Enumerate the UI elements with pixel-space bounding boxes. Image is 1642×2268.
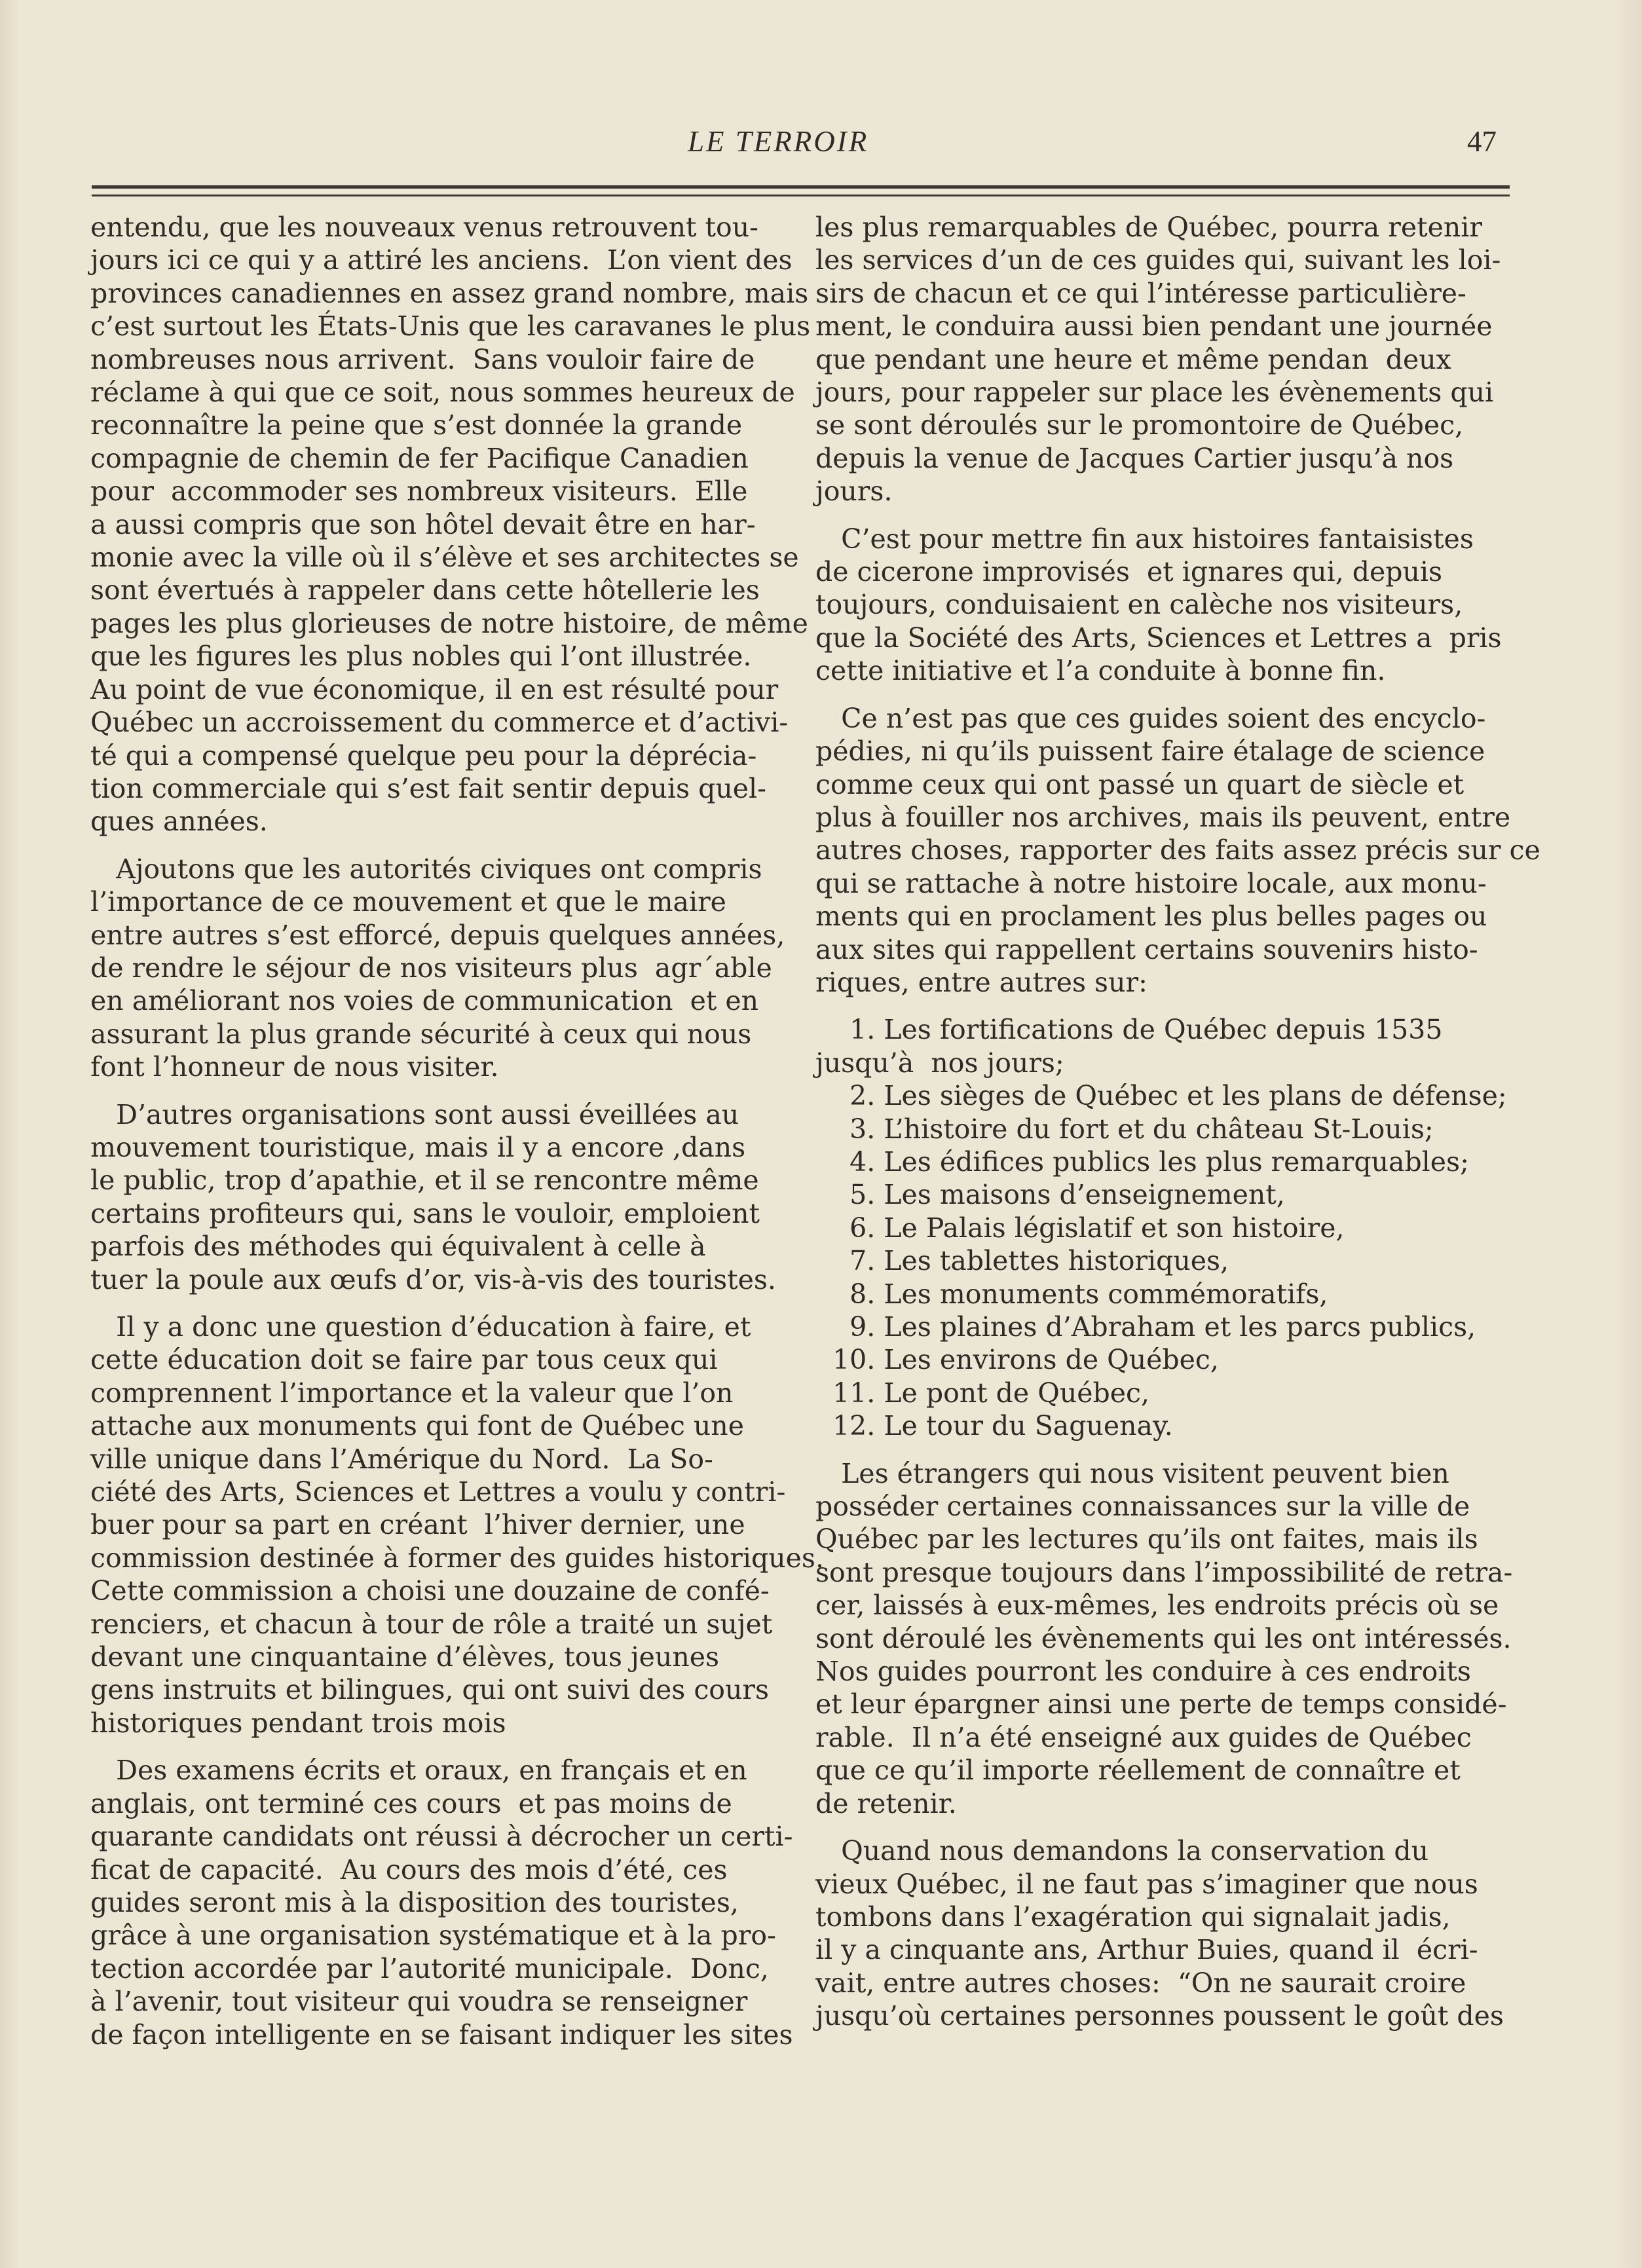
text-line: jours, pour rappeler sur place les évènements qui — [815, 377, 1494, 409]
text-line: que ce qu’il importe réellement de connaître et — [815, 1755, 1461, 1787]
text-line: se sont déroulés sur le promontoire de Québec, — [815, 409, 1464, 441]
list-item: 11. Le pont de Québec, — [815, 1377, 1149, 1409]
list-item: 3. L’histoire du fort et du château St-Louis; — [815, 1113, 1434, 1145]
text-line: Des examens écrits et oraux, en français et en — [90, 1755, 747, 1787]
text-line: les services d’un de ces guides qui, suivant les loi- — [815, 244, 1501, 276]
text-line: renciers, et chacun à tour de rôle a traité un sujet — [90, 1608, 773, 1640]
list-item: 5. Les maisons d’enseignement, — [815, 1179, 1285, 1211]
text-line: font l’honneur de nous visiter. — [90, 1051, 499, 1083]
list-item: 1. Les fortifications de Québec depuis 1535 — [815, 1014, 1443, 1046]
list-item: 8. Les monuments commémoratifs, — [815, 1278, 1328, 1310]
text-line: à l’avenir, tout visiteur qui voudra se renseigner — [90, 1986, 748, 2018]
header-rule-thin — [92, 195, 1510, 196]
text-line: entendu, que les nouveaux venus retrouvent tou- — [90, 212, 758, 243]
text-line: cer, laissés à eux-mêmes, les endroits précis où se — [815, 1589, 1499, 1622]
list-item: 9. Les plaines d’Abraham et les parcs publics, — [815, 1311, 1476, 1343]
text-line: buer pour sa part en créant l’hiver dernier, une — [90, 1509, 745, 1541]
text-line: que la Société des Arts, Sciences et Lettres a pris — [815, 622, 1502, 654]
text-line: pour accommoder ses nombreux visiteurs. Elle — [90, 475, 748, 508]
text-line: pages les plus glorieuses de notre histoire, de même — [90, 607, 808, 639]
text-line: l’importance de ce mouvement et que le maire — [90, 886, 726, 918]
text-line: ville unique dans l’Amérique du Nord. La So- — [90, 1443, 713, 1475]
text-line: té qui a compensé quelque peu pour la déprécia- — [90, 739, 757, 771]
text-line: quarante candidats ont réussi à décrocher un certi- — [90, 1821, 793, 1853]
text-line: grâce à une organisation systématique et à la pro- — [90, 1920, 776, 1952]
text-line: tection accordée par l’autorité municipale. Donc, — [90, 1952, 769, 1984]
text-line: mouvement touristique, mais il y a encore ,dans — [90, 1131, 746, 1163]
text-line: monie avec la ville où il s’élève et ses architectes se — [90, 542, 799, 574]
text-line: de retenir. — [815, 1787, 957, 1819]
text-line: aux sites qui rappellent certains souvenirs histo- — [815, 933, 1478, 965]
text-line: pédies, ni qu’ils puissent faire étalage de science — [815, 735, 1485, 768]
text-line: les plus remarquables de Québec, pourra retenir — [815, 212, 1482, 243]
text-line: Au point de vue économique, il en est résulté pour — [90, 673, 779, 705]
text-line: Quand nous demandons la conservation du — [815, 1835, 1428, 1867]
text-line: vait, entre autres choses: “On ne saurait croire — [815, 1967, 1466, 1999]
list-item: 7. Les tablettes historiques, — [815, 1245, 1229, 1277]
text-line: ciété des Arts, Sciences et Lettres a voulu y contri- — [90, 1476, 786, 1508]
list-item: 12. Le tour du Saguenay. — [815, 1410, 1173, 1442]
text-line: sont déroulé les évènements qui les ont intéressés. — [815, 1622, 1512, 1654]
text-line: vieux Québec, il ne faut pas s’imaginer que nous — [815, 1868, 1478, 1900]
text-line: jours. — [815, 475, 893, 508]
text-line: plus à fouiller nos archives, mais ils peuvent, entre — [815, 801, 1511, 833]
text-line: autres choses, rapporter des faits assez précis sur ce — [815, 834, 1540, 866]
list-item: 4. Les édifices publics les plus remarquables; — [815, 1145, 1469, 1178]
right-column — [815, 211, 1540, 2033]
page-header — [92, 124, 1510, 177]
text-line: il y a cinquante ans, Arthur Buies, quand il écri- — [815, 1934, 1478, 1966]
header-rule-thick — [92, 185, 1510, 189]
text-line: commission destinée à former des guides historiques. — [90, 1542, 824, 1574]
text-line: cette éducation doit se faire par tous ceux qui — [90, 1344, 718, 1376]
text-line: Ce n’est pas que ces guides soient des encyclo- — [815, 702, 1486, 734]
text-line: parfois des méthodes qui équivalent à celle à — [90, 1231, 706, 1263]
text-line: D’autres organisations sont aussi éveillées au — [90, 1098, 739, 1130]
left-column — [90, 211, 824, 2051]
text-line: ques années. — [90, 806, 268, 838]
text-line: tion commerciale qui s’est fait sentir depuis quel- — [90, 772, 766, 804]
text-line: a aussi compris que son hôtel devait être en har- — [90, 508, 756, 540]
text-line: que pendant une heure et même pendan deux — [815, 343, 1451, 375]
text-line: sont évertués à rappeler dans cette hôtellerie les — [90, 574, 760, 606]
text-line: C’est pour mettre fin aux histoires fantaisistes — [815, 523, 1474, 555]
text-line: toujours, conduisaient en calèche nos visiteurs, — [815, 589, 1463, 621]
text-line: Les étrangers qui nous visitent peuvent bien — [815, 1457, 1449, 1489]
text-line: posséder certaines connaissances sur la ville de — [815, 1491, 1470, 1523]
text-line: depuis la venue de Jacques Cartier jusqu’à nos — [815, 442, 1454, 474]
text-line: ficat de capacité. Au cours des mois d’été, ces — [90, 1853, 728, 1886]
text-line: gens instruits et bilingues, qui ont suivi des cours — [90, 1674, 770, 1706]
text-line: comme ceux qui ont passé un quart de siècle et — [815, 768, 1465, 800]
text-line: Nos guides pourront les conduire à ces endroits — [815, 1656, 1471, 1688]
text-line: réclame à qui que ce soit, nous sommes heureux de — [90, 377, 795, 409]
text-line: compagnie de chemin de fer Pacifique Canadien — [90, 442, 749, 474]
text-line: ment, le conduira aussi bien pendant une journée — [815, 310, 1493, 343]
text-line: historiques pendant trois mois — [90, 1707, 506, 1739]
text-line: et leur épargner ainsi une perte de temps considé- — [815, 1688, 1507, 1720]
text-line: Québec un accroissement du commerce et d’activi- — [90, 707, 789, 739]
text-line: sirs de chacun et ce qui l’intéresse particulière- — [815, 277, 1466, 309]
text-line: que les figures les plus nobles qui l’ont illustrée. — [90, 641, 752, 673]
text-line: Cette commission a choisi une douzaine de confé- — [90, 1575, 770, 1607]
text-line: cette initiative et l’a conduite à bonne fin. — [815, 655, 1386, 687]
running-title: LE TERROIR — [688, 125, 869, 158]
text-line: le public, trop d’apathie, et il se rencontre même — [90, 1164, 759, 1197]
text-line: tombons dans l’exagération qui signalait jadis, — [815, 1901, 1451, 1933]
text-line: c’est surtout les États-Unis que les caravanes le plus — [90, 310, 811, 343]
text-line: reconnaître la peine que s’est donnée la grande — [90, 409, 743, 441]
list-item: 6. Le Palais législatif et son histoire, — [815, 1212, 1345, 1244]
text-line: ments qui en proclament les plus belles pages ou — [815, 901, 1487, 933]
text-line: assurant la plus grande sécurité à ceux qui nous — [90, 1018, 752, 1050]
text-line: de façon intelligente en se faisant indiquer les sites — [90, 2018, 793, 2051]
text-line: nombreuses nous arrivent. Sans vouloir faire de — [90, 343, 755, 375]
list-item: jusqu’à nos jours; — [815, 1047, 1064, 1079]
text-line: provinces canadiennes en assez grand nombre, mais — [90, 277, 809, 309]
text-line: de cicerone improvisés et ignares qui, depuis — [815, 556, 1443, 588]
text-line: riques, entre autres sur: — [815, 966, 1148, 998]
text-line: de rendre le séjour de nos visiteurs plus agr´able — [90, 952, 772, 984]
text-line: guides seront mis à la disposition des touristes, — [90, 1886, 739, 1918]
text-line: qui se rattache à notre histoire locale, aux monu- — [815, 867, 1487, 899]
text-line: Ajoutons que les autorités civiques ont compris — [90, 853, 762, 885]
text-line: anglais, ont terminé ces cours et pas moins de — [90, 1787, 732, 1819]
text-line: jusqu’où certaines personnes poussent le goût des — [815, 2000, 1504, 2032]
text-line: rable. Il n’a été enseigné aux guides de Québec — [815, 1721, 1472, 1753]
text-line: Il y a donc une question d’éducation à faire, et — [90, 1311, 751, 1343]
text-line: jours ici ce qui y a attiré les anciens. L’on vient des — [90, 244, 793, 276]
text-line: comprennent l’importance et la valeur que l’on — [90, 1377, 734, 1409]
text-line: en améliorant nos voies de communication et en — [90, 985, 759, 1017]
page-number: 47 — [1467, 125, 1497, 158]
list-item: 2. Les sièges de Québec et les plans de défense; — [815, 1080, 1507, 1112]
text-line: attache aux monuments qui font de Québec une — [90, 1410, 744, 1442]
text-line: Québec par les lectures qu’ils ont faites, mais ils — [815, 1523, 1478, 1555]
text-line: sont presque toujours dans l’impossibilité de retra- — [815, 1556, 1513, 1588]
text-line: devant une cinquantaine d’élèves, tous jeunes — [90, 1641, 720, 1673]
text-line: tuer la poule aux œufs d’or, vis-à-vis des touristes. — [90, 1263, 776, 1295]
list-item: 10. Les environs de Québec, — [815, 1344, 1219, 1376]
text-line: entre autres s’est efforcé, depuis quelques années, — [90, 919, 785, 951]
text-line: certains profiteurs qui, sans le vouloir, emploient — [90, 1197, 760, 1229]
